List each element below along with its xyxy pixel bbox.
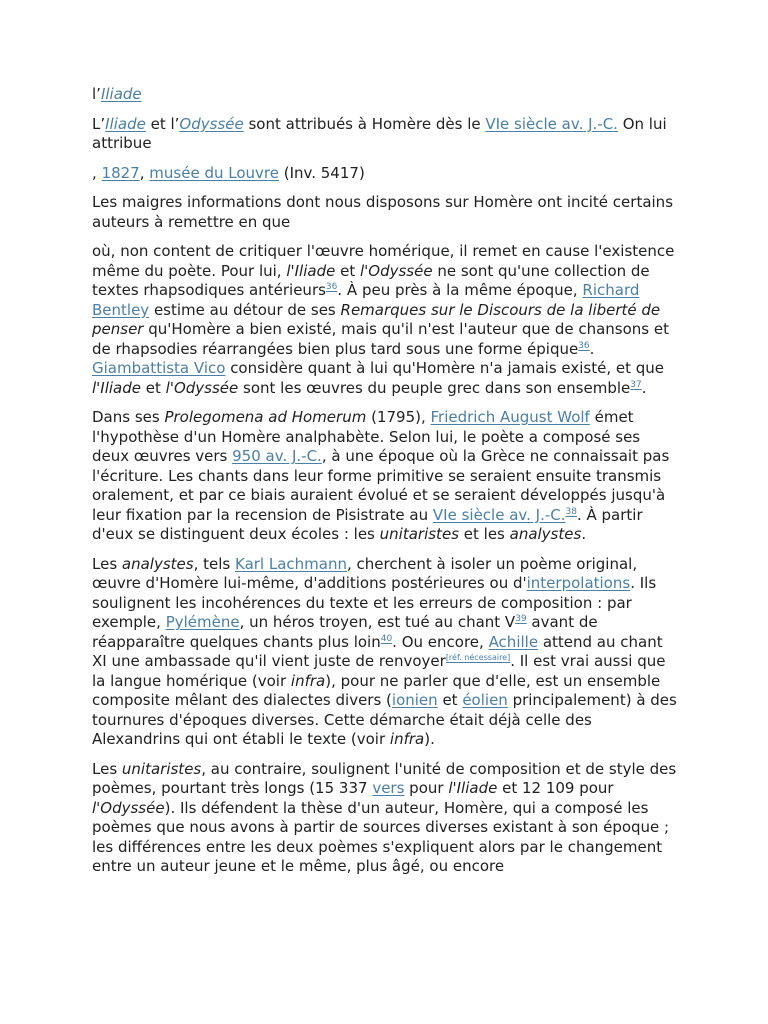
text: (Inv. 5417)	[278, 163, 365, 182]
citation-needed	[446, 653, 510, 663]
text: L’	[92, 114, 106, 133]
link-musee-du-louvre[interactable]: musée du Louvre	[149, 163, 279, 182]
link-vers[interactable]: vers	[372, 779, 405, 797]
article-body	[92, 85, 680, 887]
italic-text: unitaristes	[379, 525, 459, 543]
link-iliade[interactable]	[101, 85, 142, 103]
text: ,	[92, 163, 102, 182]
link-odyssee-text: Odyssée	[179, 114, 244, 133]
text: .	[581, 525, 587, 543]
text: Les	[92, 759, 122, 778]
link-karl-lachmann[interactable]: Karl Lachmann	[235, 554, 347, 573]
italic-text: l'Iliade	[286, 261, 336, 280]
text: et l’	[145, 114, 180, 133]
caption-text: l’	[92, 85, 101, 103]
text: et	[437, 691, 463, 709]
text: . Ou encore,	[392, 632, 489, 651]
link-ionien[interactable]: ionien	[391, 691, 438, 709]
link-vie-siecle[interactable]: VIe siècle av. J.-C.	[432, 505, 566, 524]
text: Dans ses	[92, 408, 165, 426]
link-950-av-jc[interactable]: 950 av. J.-C.	[232, 447, 322, 465]
text: (1795),	[366, 408, 431, 426]
italic-text: infra	[290, 671, 326, 690]
link-iliade-text: Iliade	[100, 85, 142, 103]
text: considère quant à lui qu'Homère n'a jamais existé, et que	[225, 359, 665, 377]
footnote-ref	[326, 282, 337, 292]
paragraph-louvre	[92, 164, 680, 184]
italic-text: l'Odyssée	[359, 261, 433, 280]
paragraph-intro	[92, 193, 680, 232]
paragraph-analystes	[92, 555, 680, 750]
text: et les	[459, 525, 510, 543]
paragraph-bentley-vico	[92, 242, 680, 398]
text: sont attribués à Homère dès le	[243, 114, 486, 133]
footnote-link-37[interactable]: 37	[630, 379, 642, 390]
italic-text: unitaristes	[121, 759, 202, 778]
text: ). Ils défendent la thèse d'un auteur, Homère, qui a composé les poèmes que nous avons à partir de sources diverses existant à son époque ; les différences entre les deux poèmes s'expliquent alors par le changement entre un auteur jeune et le même, plus âgé, ou encore	[92, 798, 670, 875]
text: . Ils soulignent les incohérences du texte et les erreurs de composition : par exemple,	[92, 574, 657, 631]
italic-text: Prolegomena ad Homerum	[164, 408, 367, 426]
text: pour	[404, 779, 449, 797]
text: estime au détour de ses	[149, 300, 341, 319]
link-friedrich-august-wolf[interactable]: Friedrich August Wolf	[430, 408, 590, 426]
text: et	[141, 378, 166, 397]
text: et 12 109 pour	[497, 779, 614, 797]
link-achille[interactable]: Achille	[488, 632, 539, 651]
text: , un héros troyen, est tué au chant V	[239, 613, 516, 631]
text: principalement) à des tournures d'époques diverses. Cette démarche était déjà celle des Alexandrins qui ont établi le texte (voir	[92, 691, 677, 748]
text: attend au chant XI une ambassade qu'il vient juste de renvoyer	[92, 632, 663, 670]
footnote-link-40[interactable]: 40	[380, 633, 393, 644]
italic-text: analystes	[509, 525, 582, 543]
footnote-link-39[interactable]: 39	[515, 614, 527, 624]
link-eolien[interactable]: éolien	[462, 691, 508, 709]
text: sont les œuvres du peuple grec dans son ensemble	[238, 378, 631, 397]
image-caption	[92, 85, 680, 105]
text: ), pour ne parler que d'elle, est un ensemble composite mêlant des dialectes divers (	[92, 671, 661, 709]
italic-text: l'Odyssée	[92, 798, 165, 817]
text: . Il est vrai aussi que la langue homérique (voir	[92, 652, 666, 690]
footnote-link-38[interactable]: 38	[565, 506, 577, 517]
text: . À partir d'eux se distinguent deux écoles : les	[92, 505, 643, 543]
italic-text: l'Odyssée	[165, 378, 239, 397]
italic-text: l'Iliade	[448, 779, 498, 797]
paragraph-unitaristes	[92, 760, 680, 877]
text: , au contraire, soulignent l'unité de composition et de style des poèmes, pourtant très longs (15 337	[92, 759, 677, 797]
text: , tels	[193, 554, 235, 573]
text: ne sont qu'une collection de textes rhapsodiques antérieurs	[92, 261, 650, 299]
text: émet l'hypothèse d'un Homère analphabète. Selon lui, le poète a composé ses deux œuvres vers	[92, 408, 641, 465]
text: qu'Homère a bien existé, mais qu'il n'est l'auteur que de chansons et de rhapsodies réarrangées bien plus tard sous une forme épique	[92, 320, 670, 358]
footnote-ref	[578, 341, 589, 351]
footnote-link-36[interactable]: 36	[578, 340, 590, 351]
footnote-link-36[interactable]: 36	[325, 282, 338, 292]
italic-text: Remarques sur le Discours de la liberté de penser	[92, 300, 661, 338]
link-1827[interactable]: 1827	[101, 163, 140, 182]
italic-text: l'Iliade	[92, 378, 141, 397]
footnote-ref	[515, 614, 526, 624]
footnote-ref	[566, 507, 577, 517]
text: . À peu près à la même époque,	[337, 281, 583, 299]
text: , cherchent à isoler un poème original, œuvre d'Homère lui-même, d'additions postérieures ou d'	[92, 554, 638, 592]
link-giambattista-vico[interactable]: Giambattista Vico	[92, 359, 226, 377]
text: .	[589, 339, 595, 358]
text: , à une époque où la Grèce ne connaissait pas l'écriture. Les chants dans leur forme primitive se seraient ensuite transmis oralement, et par ce biais auraient évolué et se seraient développés jusqu'à leur fixation par la recension de Pisistrate au	[92, 447, 670, 524]
paragraph-wolf	[92, 408, 680, 545]
citation-needed-link[interactable]: [réf. nécessaire]	[445, 653, 511, 662]
text: Les maigres informations dont nous disposons sur Homère ont incité certains auteurs à remettre en que	[92, 193, 674, 231]
text: ).	[424, 730, 435, 748]
link-iliade[interactable]	[105, 115, 146, 133]
link-richard-bentley[interactable]: Richard Bentley	[92, 281, 640, 319]
text: et	[335, 261, 360, 280]
paragraph-attribution	[92, 115, 680, 154]
italic-text: analystes	[121, 554, 194, 573]
text: où, non content de critiquer l'œuvre homérique, il remet en cause l'existence même du poète. Pour lui,	[92, 242, 675, 280]
link-pylemene[interactable]: Pylémène	[165, 613, 240, 631]
italic-text: infra	[389, 730, 425, 748]
text: .	[641, 378, 647, 397]
footnote-ref	[630, 380, 641, 390]
text: On lui attribue	[92, 114, 667, 152]
link-interpolations[interactable]: interpolations	[526, 574, 631, 592]
text: Les	[92, 554, 122, 573]
text: ,	[139, 163, 150, 182]
text: avant de réapparaître quelques chants plus loin	[92, 613, 598, 651]
footnote-ref	[381, 634, 392, 644]
link-iliade-text: Iliade	[105, 114, 146, 133]
link-vie-siecle[interactable]: VIe siècle av. J.-C.	[485, 114, 618, 133]
link-odyssee[interactable]	[179, 115, 243, 133]
